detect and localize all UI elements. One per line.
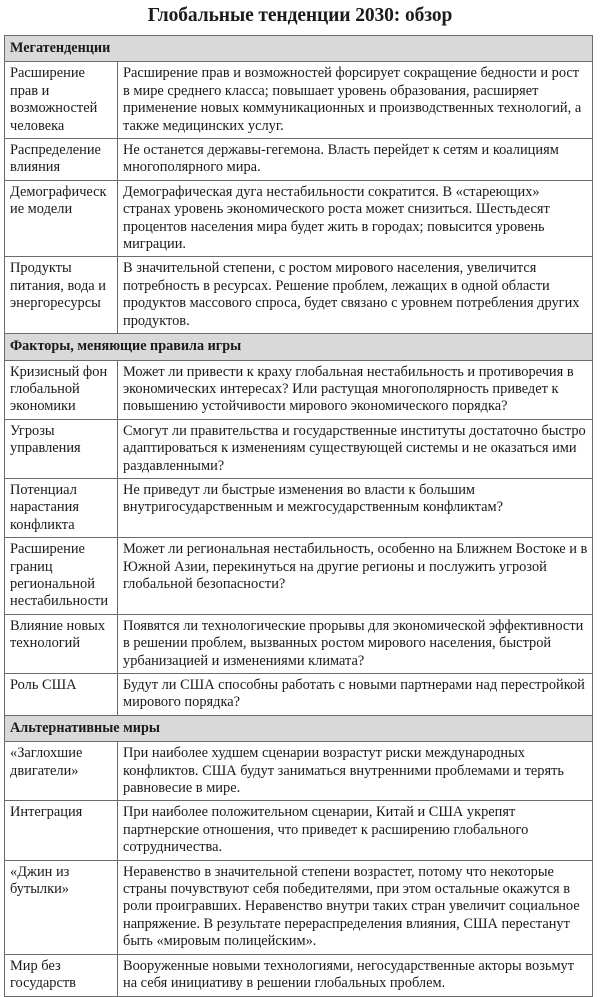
table-row [5, 801, 593, 860]
row-description: В значительной степени, с ростом мирового населения, увеличится потребность в ресурсах. Решение проблем, лежащих в одной области продуктов массового спроса, будет связано с уровнем потребления других продуктов. [118, 257, 593, 334]
row-description: Неравенство в значительной степени возрастет, потому что некоторые страны почувствуют себя победителями, при этом остальные окажутся в роли проигравших. Неравенство внутри таких стран увеличит социальное напряжение. В результате перераспределения влияния, США перестанут быть «мировым полицейским». [118, 860, 593, 954]
row-description: Вооруженные новыми технологиями, негосударственные акторы возьмут на себя инициативу в решении глобальных проблем. [118, 954, 593, 996]
row-label: Распределение влияния [5, 139, 118, 181]
row-description: Смогут ли правительства и государственные институты достаточно быстро адаптироваться к изменениям существующей системы и не оказаться ими раздавленными? [118, 419, 593, 478]
row-label: Влияние новых технологий [5, 614, 118, 673]
row-description: Будут ли США способны работать с новыми партнерами над перестройкой мирового порядка? [118, 674, 593, 716]
table-row [5, 139, 593, 181]
table-row [5, 478, 593, 537]
row-description: Может ли привести к краху глобальная нестабильность и противоречия в экономических интересах? Или растущая многополярность приведет к повышению устойчивости мирового экономического порядка? [118, 360, 593, 419]
row-label: «Джин из бутылки» [5, 860, 118, 954]
page-title: Глобальные тенденции 2030: обзор [147, 5, 453, 26]
table-row [5, 954, 593, 996]
row-label: Демографическ ие модели [5, 180, 118, 257]
table-row [5, 360, 593, 419]
table-row [5, 419, 593, 478]
row-description: Демографическая дуга нестабильности сократится. В «стареющих» странах уровень экономического роста может снизиться. Шестьдесят процентов населения мира будет жить в городах; повысится уровень миграции. [118, 180, 593, 257]
row-description: При наиболее положительном сценарии, Китай и США укрепят партнерские отношения, что приведет к расширению глобального сотрудничества. [118, 801, 593, 860]
table-row [5, 674, 593, 716]
row-label: Угрозы управления [5, 419, 118, 478]
section-header-megatrends [5, 36, 593, 62]
section-heading: Факторы, меняющие правила игры [5, 334, 593, 360]
row-description: Не приведут ли быстрые изменения во власти к большим внутригосударственным и межгосударственным конфликтам? [118, 478, 593, 537]
section-heading: Альтернативные миры [5, 715, 593, 741]
row-label: Потенциал нарастания конфликта [5, 478, 118, 537]
section-heading: Мегатенденции [5, 36, 593, 62]
row-label: Роль США [5, 674, 118, 716]
section-header-game-changers [5, 334, 593, 360]
table-row [5, 742, 593, 801]
table-row [5, 257, 593, 334]
row-label: «Заглохшие двигатели» [5, 742, 118, 801]
row-description: Появятся ли технологические прорывы для экономической эффективности в решении проблем, вызванных ростом мирового населения, быстрой урбанизацией и изменениями климата? [118, 614, 593, 673]
row-label: Продукты питания, вода и энергоресурсы [5, 257, 118, 334]
row-description: Расширение прав и возможностей форсирует сокращение бедности и рост в мире среднего класса; повышает уровень образования, расширяет применение новых коммуникационных и производственных технологий, а также медицинских услуг. [118, 62, 593, 139]
table-row [5, 860, 593, 954]
section-header-alternative-worlds [5, 715, 593, 741]
row-label: Расширение границ региональной нестабильности [5, 538, 118, 615]
row-description: Не останется державы-гегемона. Власть перейдет к сетям и коалициям многополярного мира. [118, 139, 593, 181]
row-description: При наиболее худшем сценарии возрастут риски международных конфликтов. США будут заниматься внутренними проблемами и терять равновесие в мире. [118, 742, 593, 801]
row-label: Кризисный фон глобальной экономики [5, 360, 118, 419]
table-row [5, 538, 593, 615]
row-label: Мир без государств [5, 954, 118, 996]
row-label: Интеграция [5, 801, 118, 860]
table-row [5, 614, 593, 673]
overview-table [4, 35, 593, 997]
table-row [5, 62, 593, 139]
row-description: Может ли региональная нестабильность, особенно на Ближнем Востоке и в Южной Азии, перекинуться на другие регионы и послужить угрозой глобальной безопасности? [118, 538, 593, 615]
row-label: Расширение прав и возможностей человека [5, 62, 118, 139]
table-row [5, 180, 593, 257]
